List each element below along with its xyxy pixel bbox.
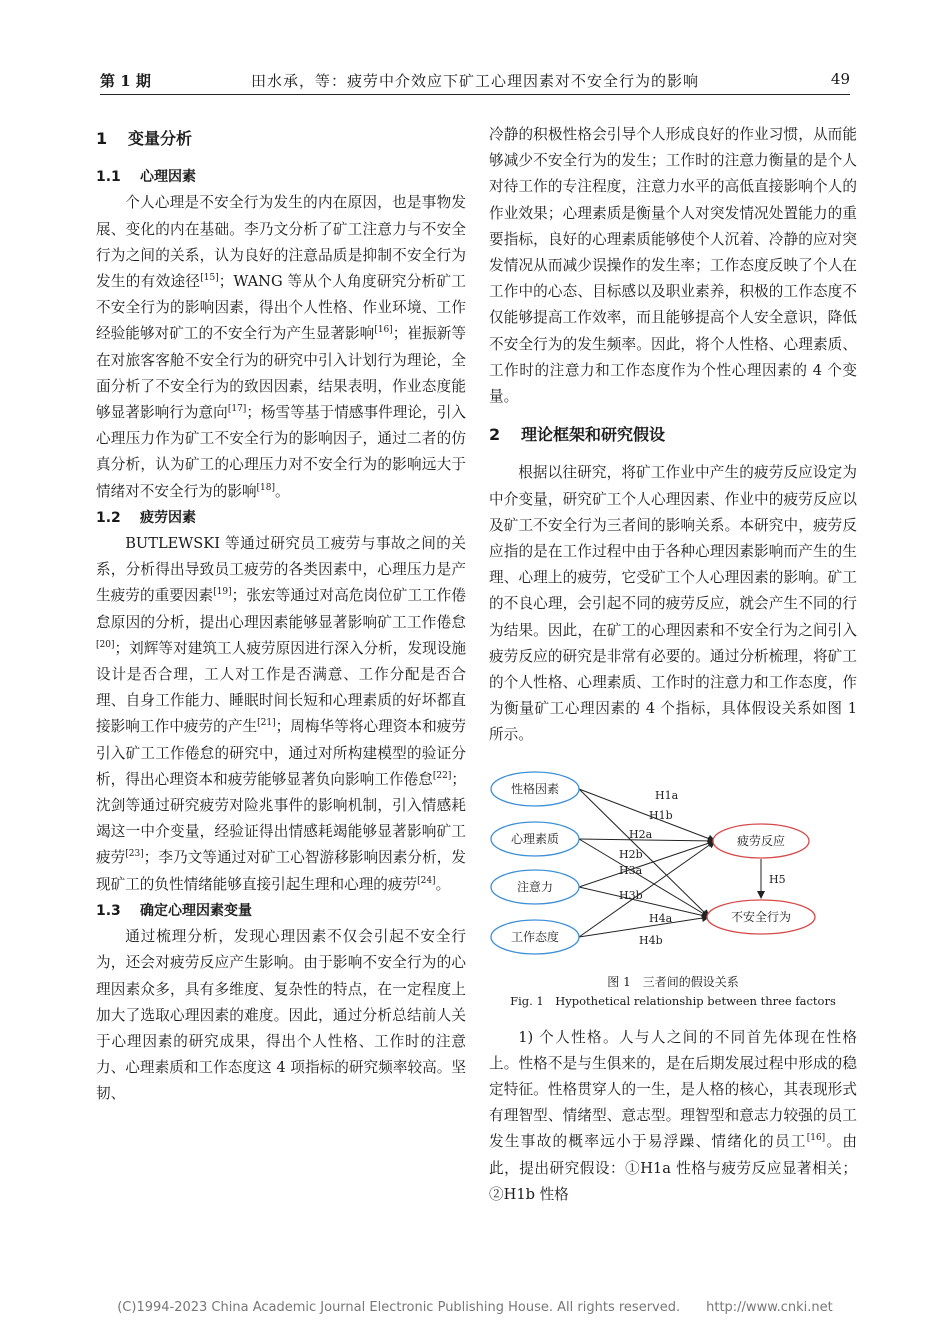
section-heading-2: 2 理论框架和研究假设 — [489, 425, 666, 445]
citation: [22] — [432, 771, 452, 782]
edge-label-h4b: H4b — [639, 933, 663, 947]
paragraph-fatigue-factors: BUTLEWSKI 等通过研究员工疲劳与事故之间的关系，分析得出导致员工疲劳的各类因素中，心理压力是产生疲劳的重要因素[19]；张宏等通过对高危岗位矿工工作倦怠原因的分析，提出心理因素能够显著影响矿工工作倦怠[20]；刘辉等对建筑工人疲劳原因进行深入分析，发现设施设计是否合理，工人对工作是否满意、工作分配是否合理、自身工作能力、睡眠时间长短和心理素质的好坏都直接影响工作中疲劳的产生[21]；周梅华等将心理资本和疲劳引入矿工工作倦怠的研究中，通过对所构建模型的验证分析，得出心理资本和疲劳能够显著负向影响工作倦怠[22]；沈剑等通过研究疲劳对险兆事件的影响机制，引入情感耗竭这一中介变量，经验证得出情感耗竭能够显著影响矿工疲劳[23]；李乃文等通过对矿工心智游移影响因素分析，发现矿工的负性情绪能够直接引起生理和心理的疲劳[24]。 — [96, 535, 466, 893]
edge-label-h5: H5 — [769, 872, 786, 886]
citation: [16] — [806, 1133, 826, 1144]
citation: [20] — [96, 640, 115, 650]
copyright-footer: (C)1994-2023 China Academic Journal Electronic Publishing House. All rights reserved. http://www.cnki.net — [117, 1300, 833, 1315]
node-label-4: 疲劳反应 — [736, 833, 786, 848]
hypothesis-diagram — [489, 759, 857, 967]
paragraph-determine-variables: 通过梳理分析，发现心理因素不仅会引起不安全行为，还会对疲劳反应产生影响。由于影响不安全行为的心理因素众多，具有多维度、复杂性的特点，在一定程度上加大了选取心理因素的难度。因此，通过分析总结前人关于心理因素的研究成果，得出个人性格、工作时的注意力、心理素质和工作态度这 4 项指标的研究频率较高。坚韧、 — [96, 928, 466, 1103]
node-label-3: 工作态度 — [510, 929, 560, 944]
subsection-heading-1-3: 1.3 确定心理因素变量 — [96, 902, 252, 919]
citation: [15] — [200, 273, 219, 284]
figure-caption-cn: 图 1 三者间的假设关系 — [607, 974, 739, 989]
paragraph-determine-variables-continued: 冷静的积极性格会引导个人形成良好的作业习惯，从而能够减少不安全行为的发生；工作时的注意力衡量的是个人对待工作的专注程度，注意力水平的高低直接影响个人的作业效果；心理素质是衡量个人对突发情况处置能力的重要指标，良好的心理素质能够使个人沉着、冷静的应对突发情况从而减少误操作的发生率；工作态度反映了个人在工作中的心态、目标感以及职业素养，积极的工作态度不仅能够提高工作效率，而且能够提高个人安全意识，降低不安全行为的发生频率。因此，将个人性格、心理素质、工作时的注意力和工作态度作为个性心理因素的 4 个变量。 — [489, 126, 857, 406]
edge-h2b — [579, 839, 709, 917]
figure-caption-en: Fig. 1 Hypothetical relationship between three factors — [510, 993, 836, 1008]
edge-label-h2a: H2a — [629, 827, 653, 841]
left-column — [96, 122, 466, 1108]
diagram-nodes — [491, 772, 815, 954]
citation: [21] — [257, 718, 276, 729]
section-heading-1: 1 变量分析 — [96, 129, 193, 148]
edge-label-h4a: H4a — [649, 911, 673, 925]
citation: [23] — [125, 849, 144, 860]
subsection-heading-1-2: 1.2 疲劳因素 — [96, 509, 196, 526]
paragraph-framework: 根据以往研究，将矿工作业中产生的疲劳反应设定为中介变量，研究矿工个人心理因素、作业中的疲劳反应以及矿工不安全行为三者间的影响关系。本研究中，疲劳反应指的是在工作过程中由于各种心理因素影响而产生的生理、心理上的疲劳，它受矿工个人心理因素的影响。矿工的不良心理，会引起不同的疲劳反应，就会产生不同的行为结果。因此，在矿工的心理因素和不安全行为之间引入疲劳反应的研究是非常有必要的。通过分析梳理，将矿工的个人性格、心理素质、工作时的注意力和工作态度，作为衡量矿工心理因素的 4 个指标，具体假设关系如图 1 所示。 — [489, 464, 857, 744]
node-label-0: 性格因素 — [510, 781, 560, 796]
node-label-2: 注意力 — [516, 879, 554, 894]
paragraph-personality: 1) 个人性格。人与人之间的不同首先体现在性格上。性格不是与生俱来的，是在后期发展过程中形成的稳定特征。性格贯穿人的一生，是人格的核心，其表现形式有理智型、情绪型、意志型。理智型和意志力较强的员工发生事故的概率远小于易浮躁、情绪化的员工[16]。由此，提出研究假设：①H1a 性格与疲劳反应显著相关；②H1b 性格 — [489, 1028, 857, 1203]
edge-label-h3a: H3a — [619, 863, 643, 877]
figure-1 — [489, 759, 857, 967]
node-label-1: 心理素质 — [510, 831, 560, 846]
subsection-heading-1-1: 1.1 心理因素 — [96, 169, 196, 186]
edge-label-h3b: H3b — [619, 888, 643, 902]
edge-label-h1b: H1b — [649, 808, 673, 822]
page-number: 49 — [830, 70, 850, 88]
node-label-5: 不安全行为 — [730, 909, 792, 924]
edge-h1b — [579, 789, 709, 917]
edge-label-h2b: H2b — [619, 847, 643, 861]
citation: [18] — [256, 482, 276, 493]
citation: [19] — [213, 587, 232, 598]
citation: [16] — [374, 325, 393, 336]
edge-label-h1a: H1a — [655, 788, 679, 802]
page-header — [100, 62, 850, 95]
running-title: 田水承，等：疲劳中介效应下矿工心理因素对不安全行为的影响 — [250, 72, 699, 90]
citation: [24] — [417, 875, 436, 886]
right-column — [489, 122, 857, 1208]
issue-number: 第 1 期 — [100, 72, 151, 90]
paragraph-psychological-factors: 个人心理是不安全行为发生的内在原因，也是事物发展、变化的内在基础。李乃文分析了矿工注意力与不安全行为之间的关系，认为良好的注意品质是抑制不安全行为发生的有效途径[15]；WANG 等从个人角度研究分析矿工不安全行为的影响因素，得出个人性格、作业环境、工作经验能够对矿工的不安全行为产生显著影响[16]；崔振新等在对旅客客舱不安全行为的研究中引入计划行为理论，全面分析了不安全行为的致因因素，结果表明，作业态度能够显著影响行为意向[17]；杨雪等基于情感事件理论，引入心理压力作为矿工不安全行为的影响因子，通过二者的仿真分析，认为矿工的心理压力对不安全行为的影响远大于情绪对不安全行为的影响[18]。 — [96, 194, 466, 500]
citation: [17] — [227, 404, 247, 415]
